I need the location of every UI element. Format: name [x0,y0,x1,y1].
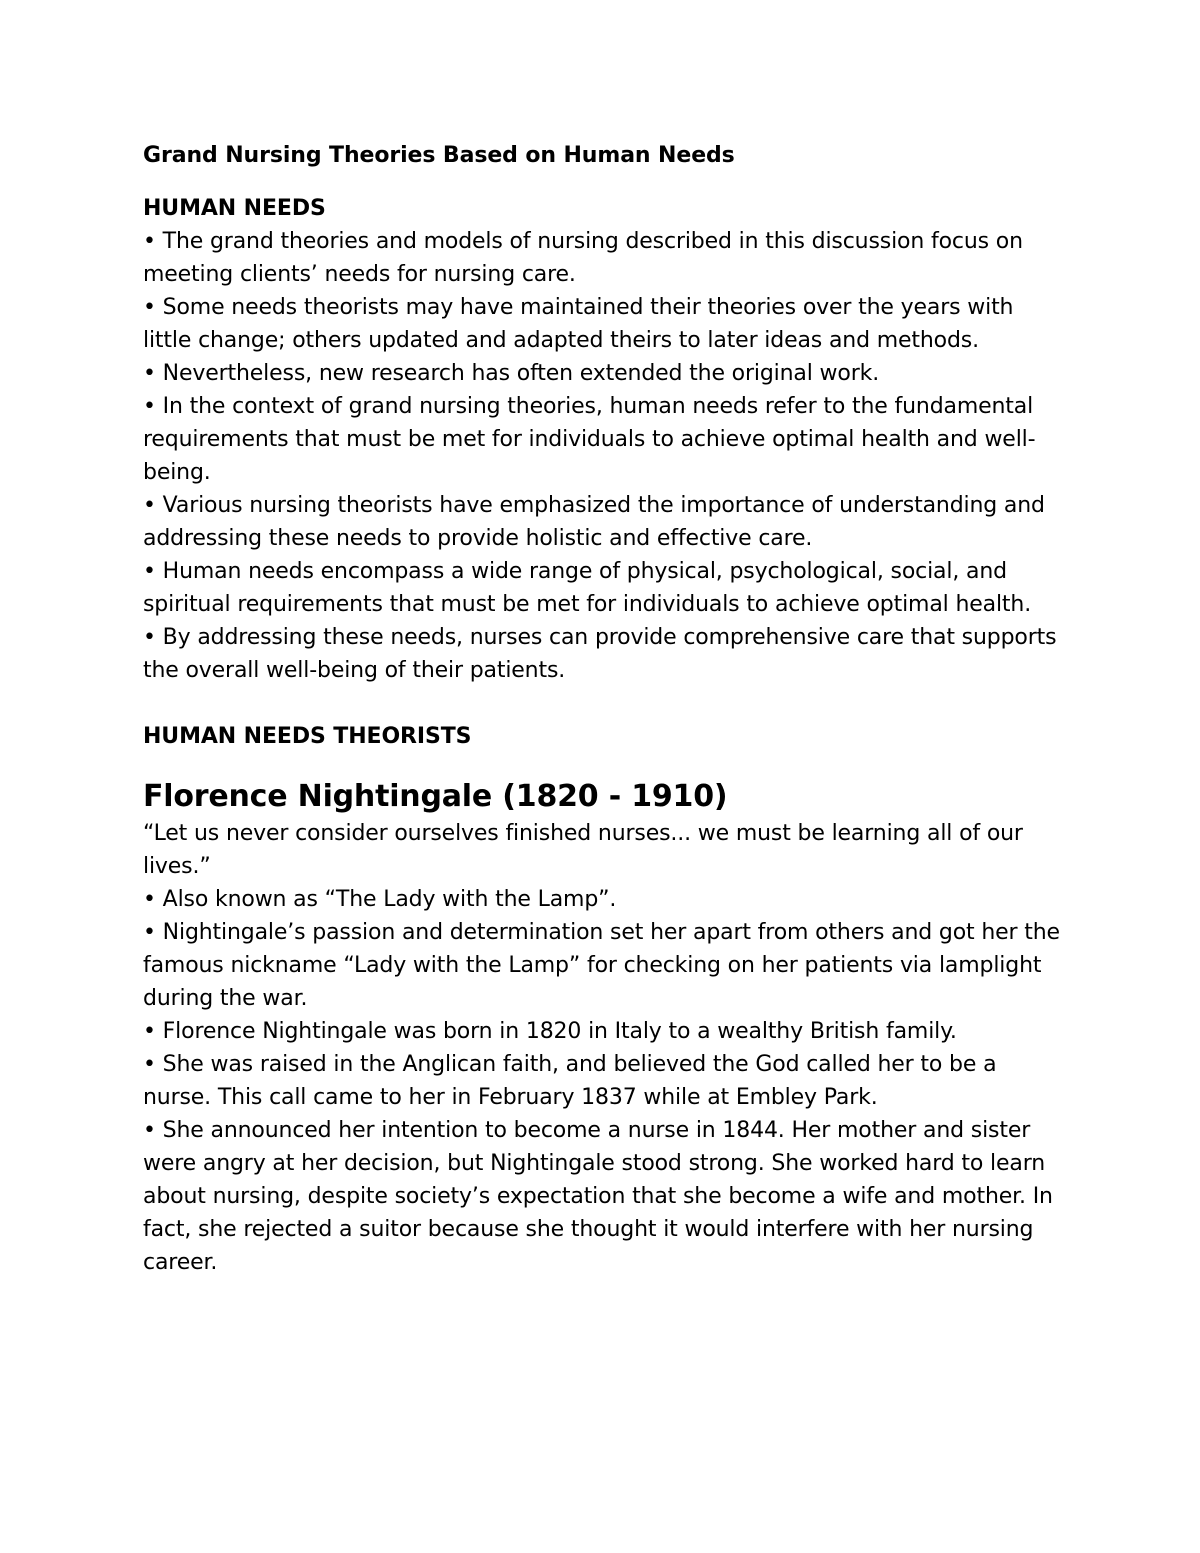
bullet-icon: • [143,1118,156,1143]
nightingale-quote: “Let us never consider ourselves finished nurses... we must be learning all of our lives.” [143,821,1023,879]
bullet-icon: • [143,295,156,320]
list-item: • Various nursing theorists have emphasized the importance of understanding and addressing these needs to provide holistic and effective care. [143,493,1045,551]
list-item: • Also known as “The Lady with the Lamp”. [143,887,617,912]
list-item: • Florence Nightingale was born in 1820 in Italy to a wealthy British family. [143,1019,957,1044]
nightingale-list [143,883,1068,1279]
theorists-heading: HUMAN NEEDS THEORISTS [143,724,472,749]
list-item: • Some needs theorists may have maintained their theories over the years with little change; others updated and adapted theirs to later ideas and methods. [143,295,1014,353]
spacer [143,687,1068,720]
list-item: • By addressing these needs, nurses can provide comprehensive care that supports the overall well-being of their patients. [143,625,1057,683]
bullet-icon: • [143,559,156,584]
bullet-icon: • [143,493,156,518]
list-item: • She announced her intention to become a nurse in 1844. Her mother and sister were angry at her decision, but Nightingale stood strong. She worked hard to learn about nursing, despite society’s expectation that she become a wife and mother. In fact, she rejected a suitor because she thought it would interfere with her nursing career. [143,1118,1053,1275]
bullet-icon: • [143,625,156,650]
bullet-icon: • [143,229,156,254]
list-item: • In the context of grand nursing theories, human needs refer to the fundamental requirements that must be met for individuals to achieve optimal health and well-being. [143,394,1036,485]
nightingale-heading: Florence Nightingale (1820 - 1910) [143,779,728,814]
list-item: • Nevertheless, new research has often extended the original work. [143,361,880,386]
bullet-icon: • [143,887,156,912]
bullet-icon: • [143,1052,156,1077]
bullet-icon: • [143,920,156,945]
list-item: • She was raised in the Anglican faith, and believed the God called her to be a nurse. This call came to her in February 1837 while at Embley Park. [143,1052,997,1110]
list-item: • Human needs encompass a wide range of physical, psychological, social, and spiritual requirements that must be met for individuals to achieve optimal health. [143,559,1032,617]
human-needs-list [143,225,1068,687]
bullet-icon: • [143,1019,156,1044]
list-item: • Nightingale’s passion and determination set her apart from others and got her the famous nickname “Lady with the Lamp” for checking on her patients via lamplight during the war. [143,920,1060,1011]
document-page [143,139,1068,1279]
list-item: • The grand theories and models of nursing described in this discussion focus on meeting clients’ needs for nursing care. [143,229,1023,287]
bullet-icon: • [143,394,156,419]
bullet-icon: • [143,361,156,386]
human-needs-heading: HUMAN NEEDS [143,196,326,221]
document-title: Grand Nursing Theories Based on Human Needs [143,143,735,168]
